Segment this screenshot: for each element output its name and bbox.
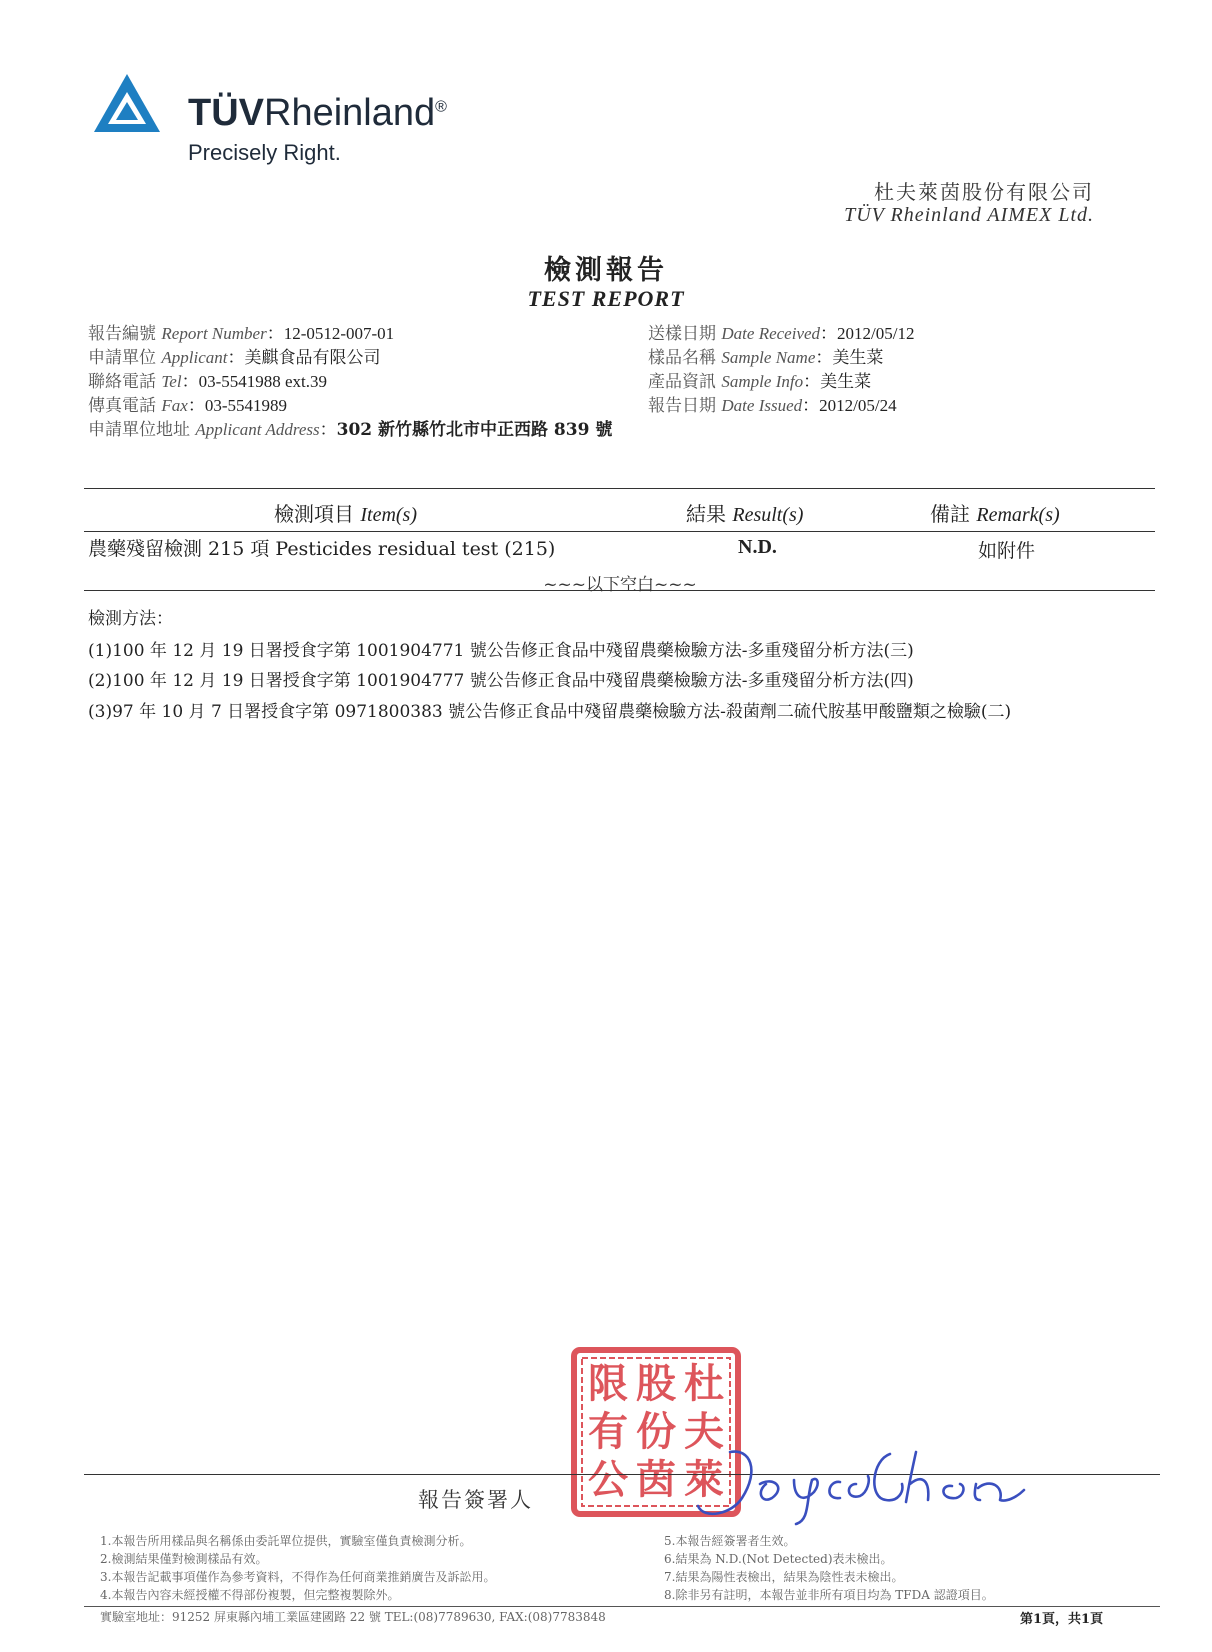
seal-char: 限 [588, 1360, 628, 1407]
tuv-logo [92, 72, 162, 134]
seal-char: 公 [588, 1456, 628, 1503]
notes-left [100, 1532, 495, 1604]
signatory-label: 報告簽署人 [418, 1488, 533, 1512]
header-results: 結果 Result(s) [686, 502, 804, 526]
sample-name-row: 樣品名稱 Sample Name：美生菜 [648, 348, 884, 368]
method-item: (2)100 年 12 月 19 日署授食字第 1001904777 號公告修正食品中殘留農藥檢驗方法-多重殘留分析方法(四) [88, 671, 914, 691]
note-item: 5.本報告經簽署者生效。 [664, 1534, 796, 1548]
table-row-item: 農藥殘留檢測 215 項 Pesticides residual test (215) [88, 538, 556, 560]
applicant-address-row: 申請單位地址 Applicant Address：302 新竹縣竹北市中正西路 839 號 [88, 420, 613, 440]
seal-char: 有 [588, 1408, 628, 1455]
tuv-triangle-icon [92, 72, 162, 134]
notes-right [664, 1532, 994, 1604]
report-number-row: 報告編號 Report Number：12-0512-007-01 [88, 324, 395, 344]
blank-below-note: ~~~以下空白~~~ [543, 575, 697, 595]
date-received-row: 送樣日期 Date Received：2012/05/12 [648, 324, 915, 344]
lab-address: 實驗室地址：91252 屏東縣內埔工業區建國路 22 號 TEL:(08)7789630, FAX:(08)7783848 [100, 1610, 606, 1624]
company-name-zh: 杜夫萊茵股份有限公司 [874, 180, 1094, 204]
note-item: 6.結果為 N.D.(Not Detected)表未檢出。 [664, 1552, 893, 1566]
sample-info-row: 產品資訊 Sample Info：美生菜 [648, 372, 872, 392]
table-top-rule [84, 488, 1155, 489]
note-item: 8.除非另有註明，本報告並非所有項目均為 TFDA 認證項目。 [664, 1588, 994, 1602]
table-row-result: N.D. [738, 536, 777, 558]
report-title-zh: 檢測報告 [544, 255, 668, 286]
page-number: 第1頁，共1頁 [1020, 1612, 1104, 1627]
applicant-row: 申請單位 Applicant：美麒食品有限公司 [88, 348, 381, 368]
report-title-en: TEST REPORT [527, 286, 685, 311]
seal-char: 杜 [684, 1360, 724, 1407]
method-item: (3)97 年 10 月 7 日署授食字第 0971800383 號公告修正食品中殘留農藥檢驗方法-殺菌劑二硫代胺基甲酸鹽類之檢驗(二) [88, 702, 1012, 722]
table-row-remark: 如附件 [978, 540, 1036, 562]
header-items: 檢測項目 Item(s) [274, 502, 417, 526]
seal-char: 萊 [684, 1456, 724, 1503]
seal-char: 夫 [684, 1408, 724, 1455]
info-left [88, 322, 612, 442]
note-item: 1.本報告所用樣品與名稱係由委託單位提供，實驗室僅負責檢測分析。 [100, 1534, 472, 1548]
table-bottom-rule [84, 590, 1155, 591]
fax-row: 傳真電話 Fax：03-5541989 [88, 396, 288, 416]
date-issued-row: 報告日期 Date Issued：2012/05/24 [648, 396, 897, 416]
method-item: (1)100 年 12 月 19 日署授食字第 1001904771 號公告修正食品中殘留農藥檢驗方法-多重殘留分析方法(三) [88, 641, 914, 661]
company-name-en: TÜV Rheinland AIMEX Ltd. [844, 204, 1094, 226]
note-item: 3.本報告記載事項僅作為參考資料，不得作為任何商業推銷廣告及訴訟用。 [100, 1570, 496, 1584]
table-header-rule [84, 531, 1155, 532]
seal-char: 股 [636, 1360, 676, 1407]
header-remarks: 備註 Remark(s) [930, 502, 1060, 526]
logo-tagline: Precisely Right. [188, 140, 341, 165]
handwritten-signature [690, 1440, 1030, 1526]
note-item: 4.本報告內容未經授權不得部份複製，但完整複製除外。 [100, 1588, 400, 1602]
note-item: 2.檢測結果僅對檢測樣品有效。 [100, 1552, 268, 1566]
signature-icon [690, 1440, 1030, 1526]
tel-row: 聯絡電話 Tel：03-5541988 ext.39 [88, 372, 328, 392]
seal-char: 份 [636, 1408, 676, 1455]
methods-title: 檢測方法： [88, 609, 173, 629]
footer-rule [84, 1606, 1160, 1607]
logo-wordmark: TÜVRheinland® [188, 92, 447, 134]
seal-char: 茵 [636, 1456, 676, 1503]
info-right [648, 322, 915, 418]
note-item: 7.結果為陽性表檢出，結果為陰性表未檢出。 [664, 1570, 904, 1584]
